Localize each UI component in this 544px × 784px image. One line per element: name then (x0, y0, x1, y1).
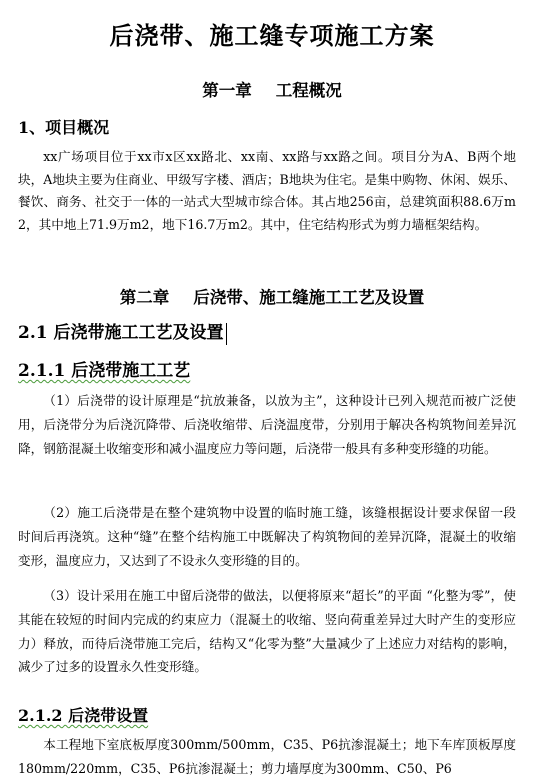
text-cursor (226, 323, 228, 345)
section-1-heading: 1、项目概况 (18, 118, 110, 137)
section-2-1-1-text: 2.1.1 后浇带施工工艺 (18, 361, 191, 381)
section-2-1-2-heading (18, 703, 148, 726)
chapter-1-name: 工程概况 (275, 81, 342, 100)
document-title: 后浇带、施工缝专项施工方案 (109, 21, 435, 50)
overview-paragraph[interactable]: xx广场项目位于xx市x区xx路北、xx南、xx路与xx路之间。项目分为A、B两个地块，A地块主要为住商业、甲级写字楼、酒店；B地块为住宅。是集中购物、休闲、娱乐、餐饮、商务、社交于一体的一站式大型城市综合体。其占地256亩，总建筑面积88.6万m2，其中地上71.9万m2，地下16.7万m2。其中，住宅结构形式为剪力墙框架结构。 (18, 149, 516, 232)
section-2-1-2-text: 2.1.2 后浇带设置 (18, 706, 149, 725)
item-3-paragraph[interactable]: （3）设计采用在施工中留后浇带的做法，以便将原来“超长”的平面 “化整为零”，使其能在较短的时间内完成的约束应力（混凝土的收缩、竖向荷重差异过大时产生的变形应力）释放，而待后浇带施工完后，结构又“化零为整”大量减少了上述应力对结构的影响，减少了过多的设置永久性变形缝。 (18, 588, 516, 675)
chapter-2-heading (0, 284, 544, 308)
chapter-1-heading (0, 77, 544, 101)
item-2-paragraph[interactable]: （2）施工后浇带是在整个建筑物中设置的临时施工缝，该缝根据设计要求保留一段时间后再浇筑。这种“缝”在整个结构施工中既解决了构筑物间的差异沉降，混凝土的收缩变形，温度应力，又达到了不设永久变形缝的目的。 (18, 505, 516, 568)
section-2-1-text: 2.1 后浇带施工工艺及设置 (18, 323, 224, 343)
chapter-1-number: 第一章 (202, 81, 252, 100)
chapter-2-name: 后浇带、施工缝施工工艺及设置 (193, 288, 425, 307)
chapter-2-number: 第二章 (119, 288, 170, 307)
item-1-paragraph[interactable]: （1）后浇带的设计原理是“抗放兼备，以放为主”，这种设计已列入规范而被广泛使用，后浇带分为后浇沉降带、后浇收缩带、后浇温度带，分别用于解决各构筑物间差异沉降，钢筋混凝土收缩变形和减小温度应力等问题，后浇带一般具有多种变形缝的功能。 (18, 393, 516, 456)
section-2-1-heading[interactable] (18, 318, 227, 345)
section-2-1-1-heading (18, 356, 190, 381)
setting-paragraph[interactable]: 本工程地下室底板厚度300mm/500mm，C35、P6抗渗混凝土；地下车库顶板厚度180mm/220mm，C35、P6抗渗混凝土；剪力墙厚度为300mm、C50、P6 (18, 737, 516, 776)
